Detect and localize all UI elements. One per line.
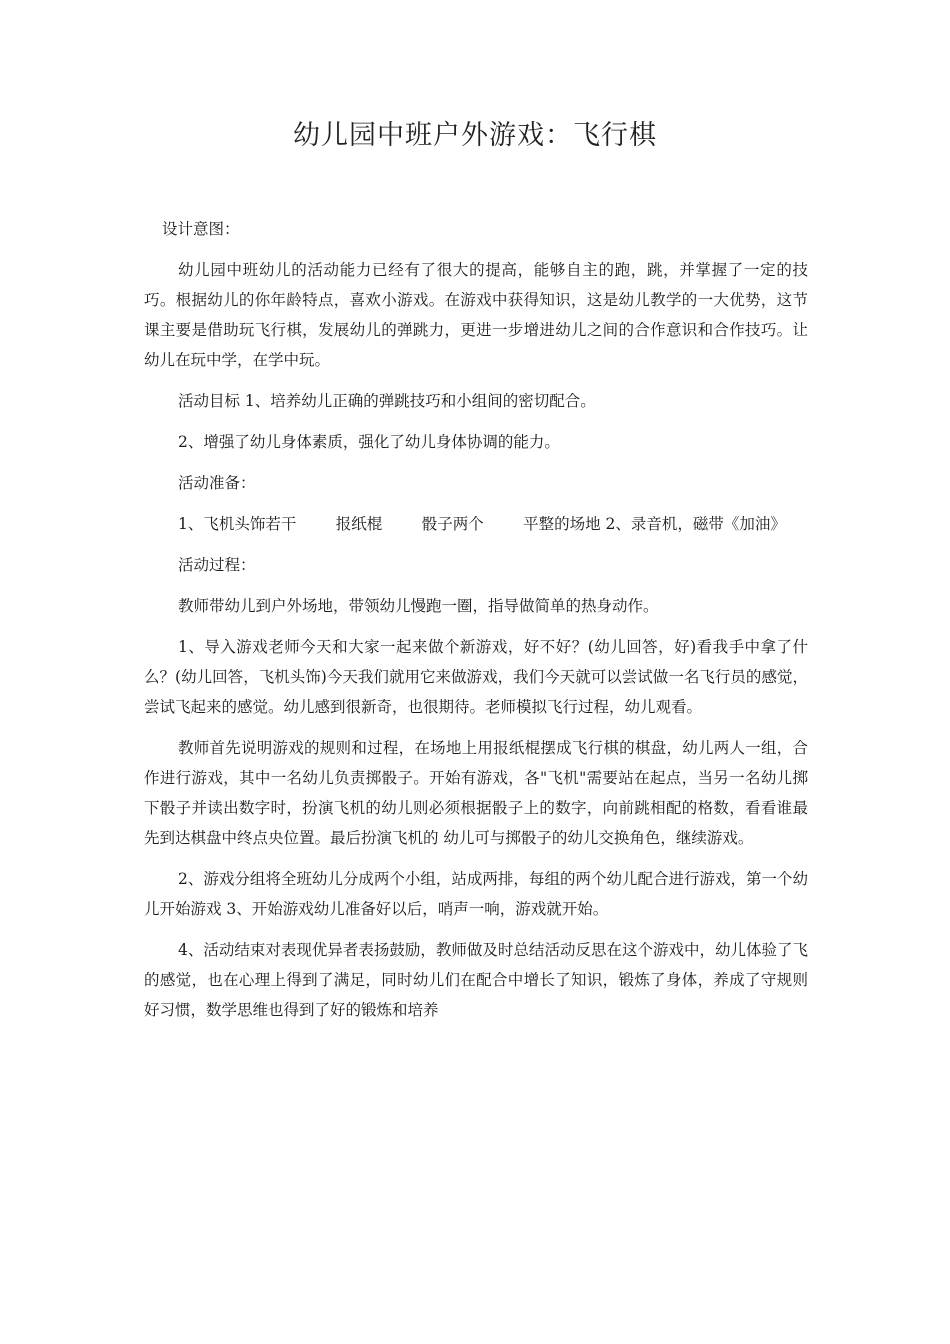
- paragraph-preparation: 1、飞机头饰若干 报纸棍 骰子两个 平整的场地 2、录音机，磁带《加油》: [178, 515, 786, 533]
- paragraph-warmup: 教师带幼儿到户外场地，带领幼儿慢跑一圈，指导做简单的热身动作。: [178, 597, 659, 615]
- section-heading-process: 活动过程：: [178, 556, 256, 574]
- section-heading-design-intent: 设计意图：: [162, 220, 240, 238]
- paragraph-goal-2: 2、增强了幼儿身体素质，强化了幼儿身体协调的能力。: [178, 433, 560, 451]
- paragraph-rules: 教师首先说明游戏的规则和过程，在场地上用报纸棍摆成飞行棋的棋盘，幼儿两人一组，合作进行游戏，其中一名幼儿负责掷骰子。开始有游戏，各"飞机"需要站在起点，当另一名幼儿掷下骰子并读出数字时，扮演飞机的幼儿则必须根据骰子上的数字，向前跳相配的格数，看看谁最先到达棋盘中终点央位置。最后扮演飞机的 幼儿可与掷骰子的幼儿交换角色，继续游戏。: [144, 739, 808, 847]
- paragraph-step-1: 1、导入游戏老师今天和大家一起来做个新游戏，好不好？(幼儿回答，好)看我手中拿了什么？(幼儿回答，飞机头饰)今天我们就用它来做游戏，我们今天就可以尝试做一名飞行员的感觉，尝试飞起来的感觉。幼儿感到很新奇，也很期待。老师模拟飞行过程，幼儿观看。: [144, 638, 808, 716]
- document-body: [144, 214, 808, 1036]
- paragraph-design-intent: 幼儿园中班幼儿的活动能力已经有了很大的提高，能够自主的跑，跳，并掌握了一定的技巧。根据幼儿的你年龄特点，喜欢小游戏。在游戏中获得知识，这是幼儿教学的一大优势，这节课主要是借助玩飞行棋，发展幼儿的弹跳力，更进一步增进幼儿之间的合作意识和合作技巧。让幼儿在玩中学，在学中玩。: [144, 261, 808, 369]
- paragraph-goal-1: 活动目标 1、培养幼儿正确的弹跳技巧和小组间的密切配合。: [178, 392, 596, 410]
- section-heading-preparation: 活动准备：: [178, 474, 256, 492]
- paragraph-step-4: 4、活动结束对表现优异者表扬鼓励，教师做及时总结活动反思在这个游戏中，幼儿体验了飞的感觉，也在心理上得到了满足，同时幼儿们在配合中增长了知识，锻炼了身体，养成了守规则好习惯，数学思维也得到了好的锻炼和培养: [144, 941, 808, 1019]
- paragraph-step-2-3: 2、游戏分组将全班幼儿分成两个小组，站成两排，每组的两个幼儿配合进行游戏，第一个幼儿开始游戏 3、开始游戏幼儿准备好以后，哨声一响，游戏就开始。: [144, 870, 808, 918]
- document-title: 幼儿园中班户外游戏：飞行棋: [293, 120, 657, 151]
